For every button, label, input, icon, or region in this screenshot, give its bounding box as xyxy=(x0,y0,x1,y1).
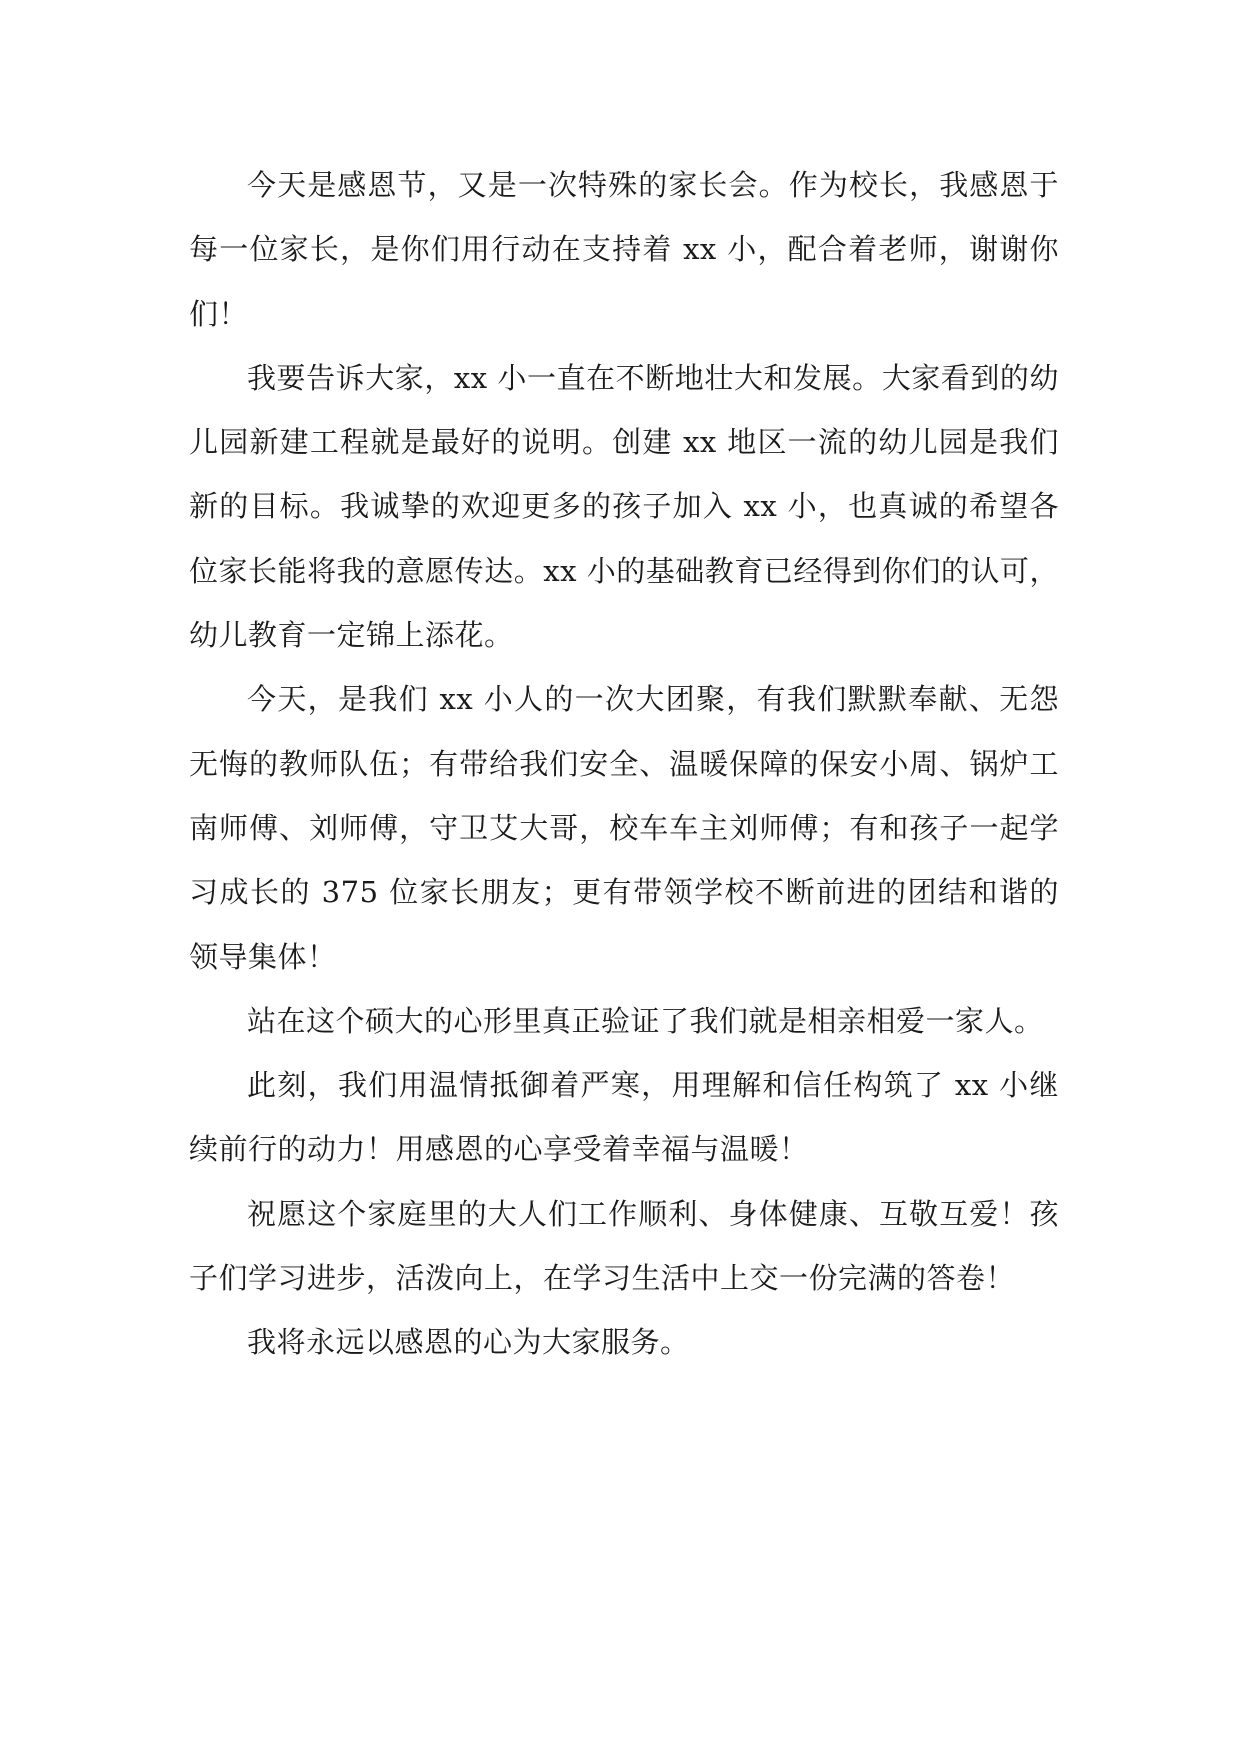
paragraph-1: 今天是感恩节，又是一次特殊的家长会。作为校长，我感恩于每一位家长，是你们用行动在支持着 xx 小，配合着老师，谢谢你们！ xyxy=(189,168,1059,331)
paragraph-2: 我要告诉大家，xx 小一直在不断地壮大和发展。大家看到的幼儿园新建工程就是最好的说明。创建 xx 地区一流的幼儿园是我们新的目标。我诚挚的欢迎更多的孩子加入 xx 小，也真诚的希望各位家长能将我的意愿传达。xx 小的基础教育已经得到你们的认可，幼儿教育一定锦上添花。 xyxy=(189,360,1059,653)
document-body xyxy=(189,153,1059,1375)
paragraph-5: 此刻，我们用温情抵御着严寒，用理解和信任构筑了 xx 小继续前行的动力！用感恩的心享受着幸福与温暖！ xyxy=(189,1068,1059,1167)
paragraph-6: 祝愿这个家庭里的大人们工作顺利、身体健康、互敬互爱！孩子们学习进步，活泼向上，在学习生活中上交一份完满的答卷！ xyxy=(189,1196,1059,1296)
paragraph-3: 今天，是我们 xx 小人的一次大团聚，有我们默默奉献、无怨无悔的教师队伍；有带给我们安全、温暖保障的保安小周、锅炉工南师傅、刘师傅，守卫艾大哥，校车车主刘师傅；有和孩子一起学习成长的 375 位家长朋友；更有带领学校不断前进的团结和谐的领导集体！ xyxy=(189,682,1059,974)
paragraph-4: 站在这个硕大的心形里真正验证了我们就是相亲相爱一家人。 xyxy=(247,1003,1044,1038)
paragraph-7: 我将永远以感恩的心为大家服务。 xyxy=(247,1325,690,1360)
